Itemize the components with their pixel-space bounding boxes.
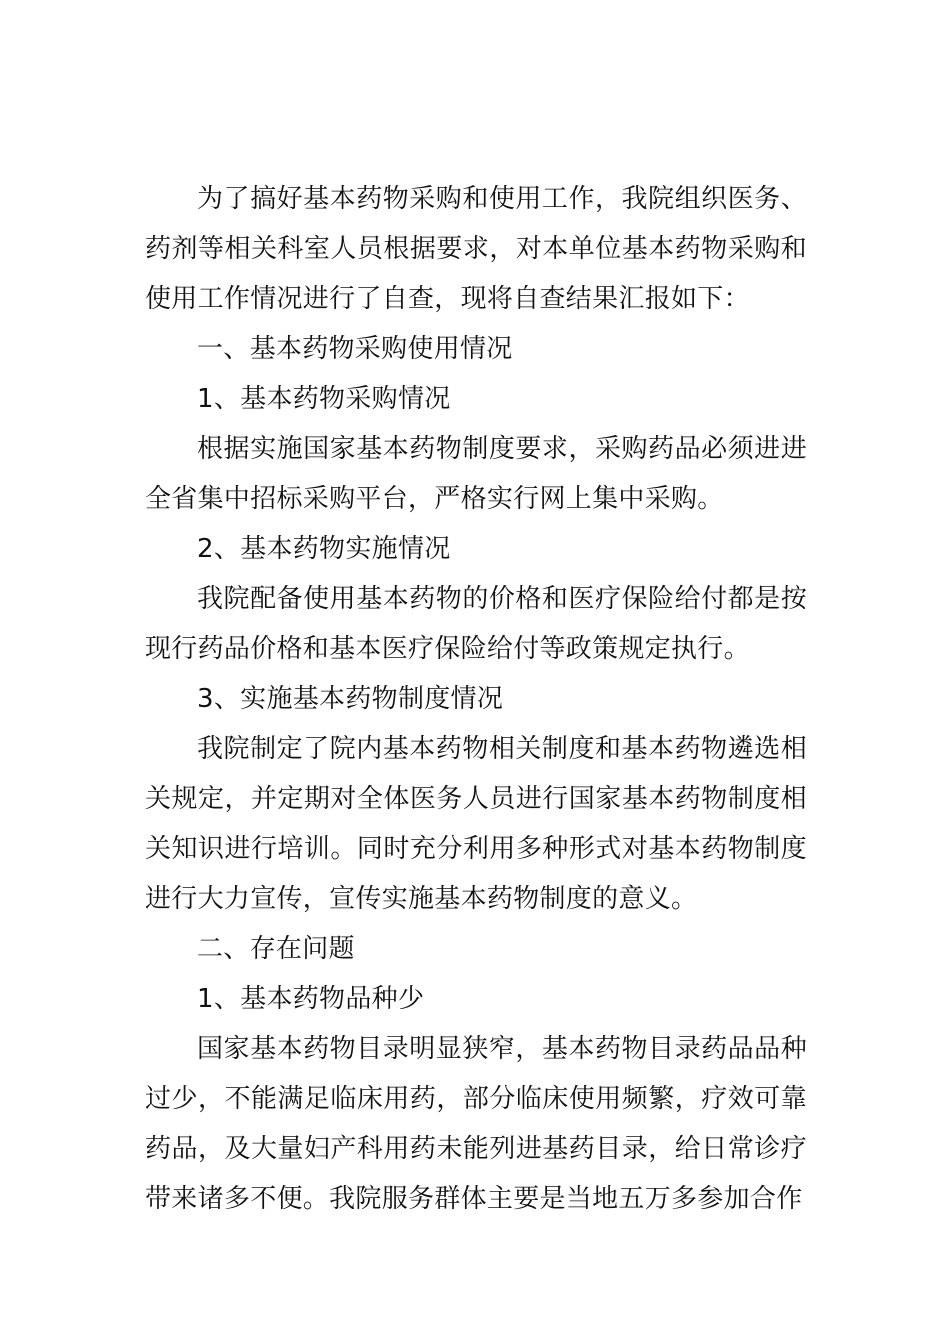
section-heading-2: 二、存在问题 [197, 934, 355, 964]
paragraph-1-3: 我院制定了院内基本药物相关制度和基本药物遴选相关规定，并定期对全体医务人员进行国家基本药物制度相关知识进行培训。同时充分利用多种形式对基本药物制度进行大力宣传，宣传实施基本药物制度的意义。 [145, 734, 807, 914]
subheading-1-3: 3、实施基本药物制度情况 [197, 684, 504, 714]
subheading-1-1: 1、基本药物采购情况 [197, 384, 451, 414]
document-body [145, 174, 807, 1224]
paragraph-1-2: 我院配备使用基本药物的价格和医疗保险给付都是按现行药品价格和基本医疗保险给付等政策规定执行。 [145, 584, 807, 664]
paragraph-2-1: 国家基本药物目录明显狭窄，基本药物目录药品品种过少，不能满足临床用药，部分临床使用频繁，疗效可靠药品，及大量妇产科用药未能列进基药目录，给日常诊疗带来诸多不便。我院服务群体主要是当地五万多参加合作 [145, 1034, 807, 1214]
intro-paragraph: 为了搞好基本药物采购和使用工作，我院组织医务、药剂等相关科室人员根据要求，对本单位基本药物采购和使用工作情况进行了自查，现将自查结果汇报如下： [145, 184, 807, 314]
subheading-1-2: 2、基本药物实施情况 [197, 534, 451, 564]
paragraph-1-1: 根据实施国家基本药物制度要求，采购药品必须进进全省集中招标采购平台，严格实行网上集中采购。 [145, 434, 807, 514]
subheading-2-1: 1、基本药物品种少 [197, 984, 425, 1014]
section-heading-1: 一、基本药物采购使用情况 [197, 334, 513, 364]
